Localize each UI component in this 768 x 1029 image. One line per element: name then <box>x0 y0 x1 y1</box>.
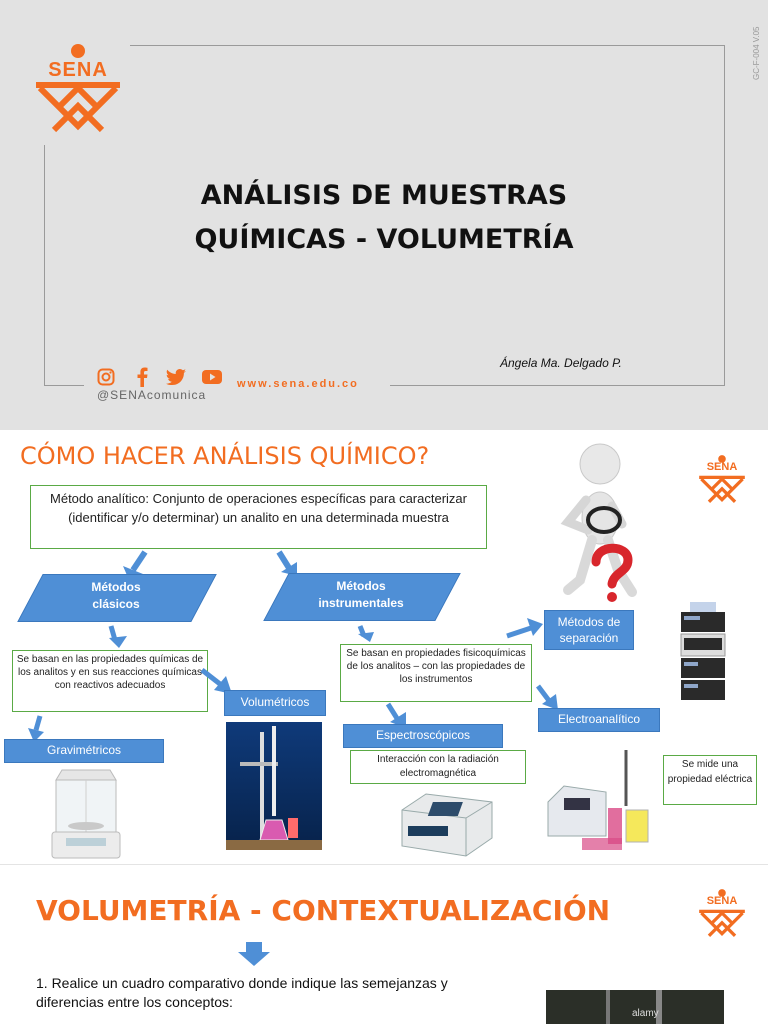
arrow-instrumental-desc <box>356 624 382 644</box>
frame-bottom-line <box>390 385 725 386</box>
slide-divider <box>0 864 768 865</box>
facebook-icon[interactable] <box>135 367 149 387</box>
sena-logo-small-2-text: SENA <box>706 895 738 907</box>
instrumental-methods-label: Métodos instrumentales <box>318 579 404 610</box>
spectrophotometer-image <box>396 788 498 860</box>
spectro-desc-box: Interacción con la radiación electromagnética <box>350 750 526 784</box>
arrow-classic-desc <box>107 624 133 650</box>
analysis-slide <box>0 430 768 864</box>
gravimetric-box: Gravimétricos <box>4 739 164 763</box>
definition-box: Método analítico: Conjunto de operaciones específicas para caracterizar (identificar y/o determinar) un analito en una determinada muestra <box>30 485 487 549</box>
sena-logo-small <box>697 454 747 504</box>
classic-desc-box: Se basan en las propiedades químicas de los analitos y en sus reacciones químicas con reactivos adecuados <box>12 650 208 712</box>
separation-methods-box: Métodos de separación <box>544 610 634 650</box>
classic-methods-label: Métodos clásicos <box>91 580 141 611</box>
twitter-icon[interactable] <box>166 369 186 385</box>
electro-desc-box: Se mide una propiedad eléctrica <box>663 755 757 805</box>
photo-watermark: alamy <box>632 1008 659 1019</box>
social-handle: @SENAcomunica <box>97 388 207 402</box>
title-line-2: QUÍMICAS - VOLUMETRÍA <box>194 224 574 255</box>
electroanalytic-instrument-image <box>542 746 654 852</box>
spectroscopic-box: Espectroscópicos <box>343 724 503 748</box>
frame-bottom-left-line <box>44 385 84 386</box>
sena-logo-text: SENA <box>48 59 108 81</box>
volumetry-slide <box>0 864 768 1024</box>
instrumental-desc-box: Se basan en propiedades fisicoquímicas de los analitos – con las propiedades de los instrumentos <box>340 644 532 702</box>
analytical-balance-image <box>48 766 124 862</box>
instruction-text: 1. Realice un cuadro comparativo donde indique las semejanzas y diferencias entre los conceptos: <box>36 975 448 1010</box>
frame-right-line <box>724 45 725 385</box>
slide2-title: CÓMO HACER ANÁLISIS QUÍMICO? <box>20 442 430 470</box>
frame-top-line <box>130 45 724 46</box>
youtube-icon[interactable] <box>202 370 222 384</box>
sena-logo-small-text: SENA <box>706 461 738 473</box>
hplc-instrument-image <box>678 602 728 702</box>
sena-logo-small-2 <box>697 888 747 938</box>
titration-photo <box>226 722 322 850</box>
doc-code: GC-F-004 V.05 <box>752 26 761 80</box>
volumetric-box: Volumétricos <box>224 690 326 716</box>
author: Ángela Ma. Delgado P. <box>500 356 622 370</box>
electroanalytic-box: Electroanalítico <box>538 708 660 732</box>
instagram-icon[interactable] <box>97 368 115 386</box>
title-slide <box>0 0 768 430</box>
slide3-title: VOLUMETRÍA - CONTEXTUALIZACIÓN <box>36 894 611 927</box>
arrow-to-separation <box>505 616 545 640</box>
instrumental-methods-shape <box>276 573 446 619</box>
title-line-1: ANÁLISIS DE MUESTRAS <box>200 180 568 211</box>
down-arrow-icon <box>236 942 272 966</box>
classic-methods-shape <box>30 574 202 620</box>
lab-photo <box>546 990 724 1024</box>
website-link[interactable]: www.sena.edu.co <box>237 378 359 390</box>
sena-logo <box>32 42 124 134</box>
thinking-figure-illustration <box>558 440 640 602</box>
